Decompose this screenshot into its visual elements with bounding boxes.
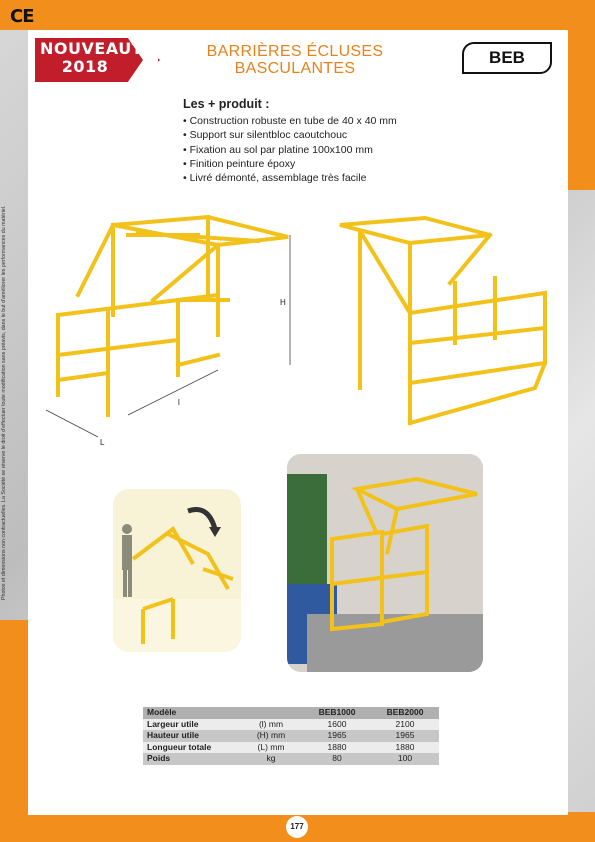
- barrier-illustration-front: [38, 205, 298, 450]
- table-row: [143, 753, 439, 765]
- orange-stripe-left: [0, 620, 28, 820]
- orange-stripe-top: [0, 0, 595, 30]
- table-cell: [239, 707, 303, 719]
- table-row: [143, 742, 439, 754]
- table-cell: (l) mm: [239, 719, 303, 731]
- table-cell: Largeur utile: [143, 719, 239, 731]
- specs-table: [143, 707, 439, 765]
- ce-mark: CE: [10, 6, 34, 27]
- table-cell: 1880: [371, 742, 439, 754]
- features-block: [183, 97, 397, 185]
- page-number: 177: [286, 816, 308, 838]
- side-notice: Photos et dimensions non contractuelles. La Société se réserve le droit d'effectuer toute modification sans préavis, dans le but d'améliorer les performances du matériel.: [1, 205, 7, 600]
- feature-item: • Finition peinture époxy: [183, 157, 397, 171]
- table-cell: 1965: [303, 730, 371, 742]
- table-cell: (L) mm: [239, 742, 303, 754]
- table-cell: 1965: [371, 730, 439, 742]
- dimension-H: H: [280, 298, 286, 307]
- dimension-l: l: [178, 398, 180, 407]
- table-row: [143, 719, 439, 731]
- new-badge-text: [40, 39, 155, 76]
- table-cell: kg: [239, 753, 303, 765]
- features-list: [183, 114, 397, 185]
- table-cell: Poids: [143, 753, 239, 765]
- product-title: [180, 43, 410, 77]
- table-cell: Modèle: [143, 707, 239, 719]
- title-line2: BASCULANTES: [234, 60, 356, 77]
- badge-line2: 2018: [61, 57, 109, 76]
- table-row: [143, 730, 439, 742]
- orange-stripe-right: [568, 30, 595, 190]
- feature-item: • Construction robuste en tube de 40 x 40 mm: [183, 114, 397, 128]
- barrier-illustration-rear: [335, 213, 560, 433]
- table-header-row: [143, 707, 439, 719]
- table-cell: 100: [371, 753, 439, 765]
- title-line1: BARRIÈRES ÉCLUSES: [206, 43, 384, 60]
- table-cell: BEB2000: [371, 707, 439, 719]
- table-cell: BEB1000: [303, 707, 371, 719]
- features-heading: Les + produit :: [183, 97, 270, 111]
- table-cell: 1880: [303, 742, 371, 754]
- feature-item: • Support sur silentbloc caoutchouc: [183, 128, 397, 142]
- table-cell: Hauteur utile: [143, 730, 239, 742]
- table-cell: (H) mm: [239, 730, 303, 742]
- tilting-diagram: [113, 489, 241, 652]
- dimension-L: L: [100, 438, 105, 447]
- table-cell: 2100: [371, 719, 439, 731]
- table-cell: Longueur totale: [143, 742, 239, 754]
- badge-line1: NOUVEAUTE: [40, 39, 155, 58]
- product-photo: [287, 454, 483, 672]
- table-cell: 1600: [303, 719, 371, 731]
- feature-item: • Livré démonté, assemblage très facile: [183, 171, 397, 185]
- table-cell: 80: [303, 753, 371, 765]
- feature-item: • Fixation au sol par platine 100x100 mm: [183, 143, 397, 157]
- product-reference: BEB: [462, 42, 552, 74]
